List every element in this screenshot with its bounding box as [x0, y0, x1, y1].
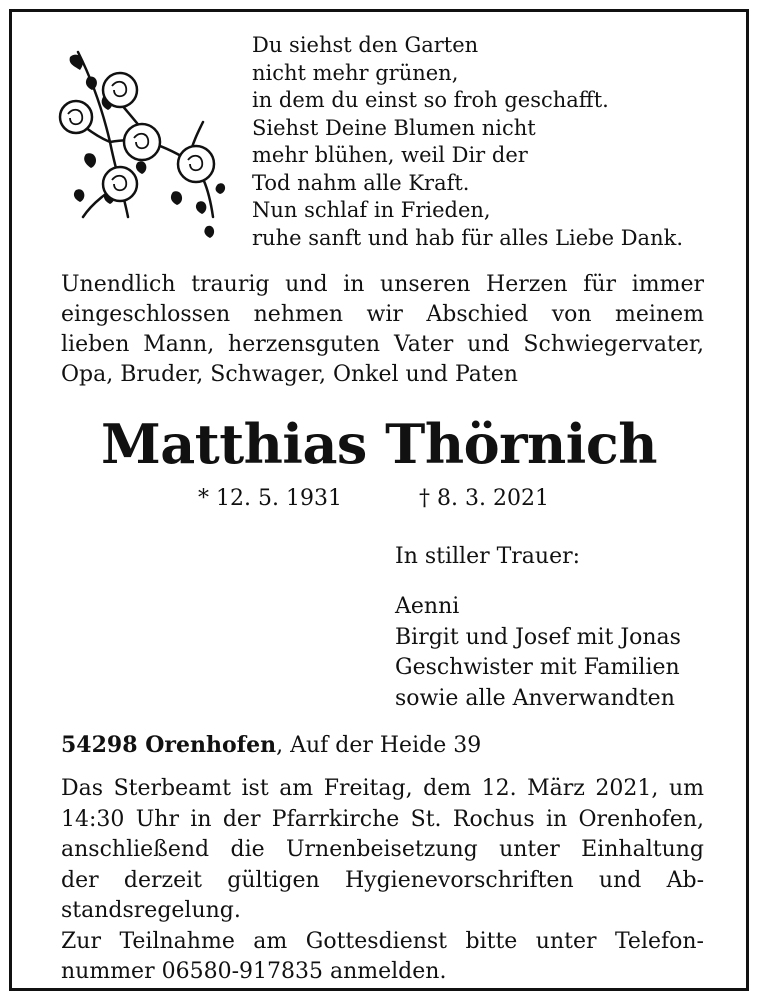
death-date: † 8. 3. 2021	[419, 486, 549, 511]
notice-line: der derzeit gültigen Hygienevorschriften und Ab-	[61, 867, 704, 893]
mourner: sowie alle Anverwandten	[395, 685, 675, 711]
notice-line: standsregelung.	[61, 898, 241, 923]
roses-icon	[48, 42, 228, 242]
poem-line: in dem du einst so froh geschafft.	[252, 88, 609, 112]
mourners-list	[395, 592, 681, 714]
funeral-notice	[61, 774, 704, 988]
poem-line: ruhe sanft und hab für alles Liebe Dank.	[252, 225, 683, 250]
address	[61, 732, 481, 758]
notice-line: Das Sterbeamt ist am Freitag, dem 12. März 2021, um	[61, 776, 704, 801]
poem	[252, 32, 683, 252]
poem-line: Siehst Deine Blumen nicht	[252, 115, 536, 140]
intro-line: Opa, Bruder, Schwager, Onkel und Paten	[61, 362, 518, 387]
intro-text	[61, 270, 704, 390]
notice-line: nummer 06580-917835 anmelden.	[61, 959, 447, 984]
poem-line: mehr blühen, weil Dir der	[252, 143, 528, 167]
intro-line: Unendlich traurig und in unseren Herzen für immer	[61, 272, 704, 297]
deceased-name: Matthias Thörnich	[101, 412, 657, 476]
poem-line: Du siehst den Garten	[252, 33, 479, 57]
obituary-notice	[9, 9, 749, 991]
poem-line: Nun schlaf in Frieden,	[252, 198, 491, 222]
intro-line: eingeschlossen nehmen wir Abschied von meinem	[61, 302, 704, 327]
mourning-heading: In stiller Trauer:	[395, 544, 581, 569]
mourner: Geschwister mit Familien	[395, 655, 680, 680]
address-place: 54298 Orenhofen	[61, 732, 277, 758]
notice-line: 14:30 Uhr in der Pfarrkirche St. Rochus in Orenhofen,	[61, 806, 704, 832]
mourner: Aenni	[395, 594, 460, 619]
intro-line: lieben Mann, herzensguten Vater und Schwiegervater,	[61, 332, 704, 357]
notice-line: anschließend die Urnenbeisetzung unter Einhaltung	[61, 837, 704, 862]
mourner: Birgit und Josef mit Jonas	[395, 624, 681, 650]
notice-line: Zur Teilnahme am Gottesdienst bitte unter Telefon-	[61, 928, 704, 954]
poem-line: Tod nahm alle Kraft.	[252, 170, 470, 195]
birth-date: * 12. 5. 1931	[198, 486, 342, 511]
poem-line: nicht mehr grünen,	[252, 60, 459, 85]
address-street: , Auf der Heide 39	[276, 733, 482, 758]
